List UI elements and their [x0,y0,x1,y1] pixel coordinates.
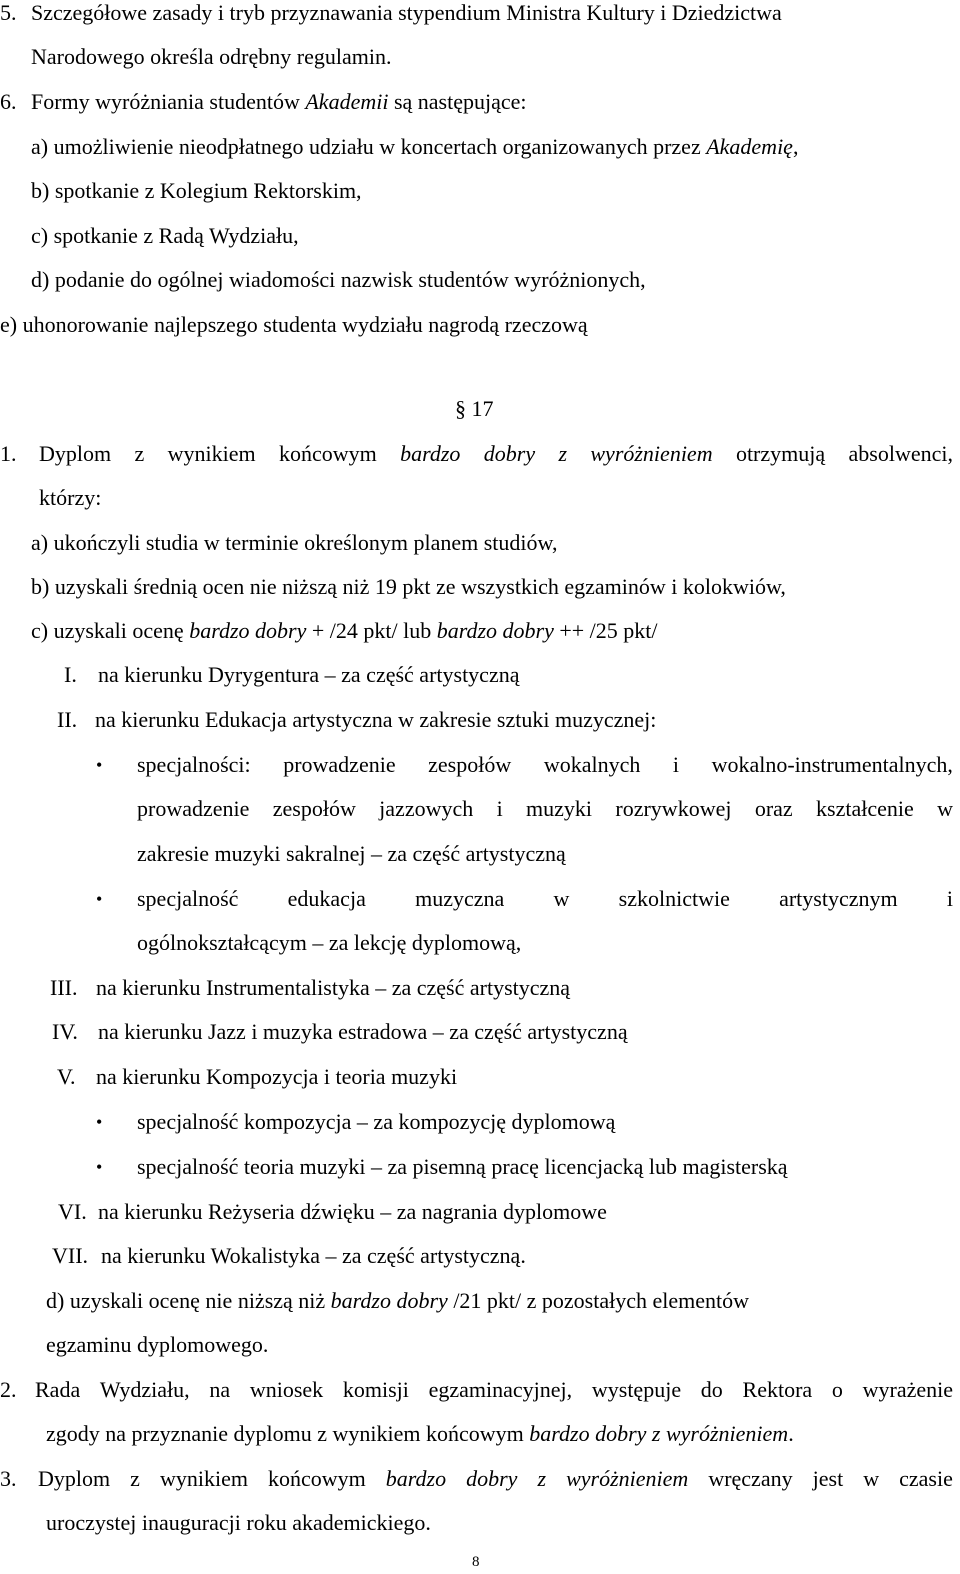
italic-word: bardzo [400,441,461,466]
roman-II-number: II. [57,707,78,732]
roman-VII-text: na kierunku Wokalistyka – za część artystyczną. [101,1243,526,1268]
point-1-line-1 [39,441,953,467]
italic-word: dobry [483,441,536,466]
word: muzyki [526,796,593,821]
word: wokalno-instrumentalnych, [711,752,953,777]
roman-IV-number: IV. [52,1019,78,1044]
bullet-icon: • [96,755,103,775]
paragraph-5-number: 5. [0,0,17,25]
word: specjalność [137,886,239,911]
italic-run: bardzo dobry [436,618,554,643]
word: końcowym [278,441,377,466]
bullet-icon: • [96,889,103,909]
italic-word: z [537,1466,547,1491]
roman-IV-text: na kierunku Jazz i muzyka estradowa – za część artystyczną [98,1019,628,1044]
word: z [134,441,145,466]
point-1-item-a: a) ukończyli studia w terminie określonym planem studiów, [31,530,558,555]
point-1-item-b: b) uzyskali średnią ocen nie niższą niż 19 pkt ze wszystkich egzaminów i kolokwiów, [31,574,786,599]
word: specjalności: [137,752,251,777]
word: z [130,1466,140,1491]
section-number: 17 [471,396,494,421]
roman-II-bullet-2-line-2: ogólnokształcącym – za lekcję dyplomową, [137,930,522,955]
item-a [31,134,798,160]
roman-I-text: na kierunku Dyrygentura – za część artystyczną [98,662,520,687]
word: rozrywkowej [615,796,732,821]
italic-word: dobry [466,1466,518,1491]
word: końcowym [267,1466,366,1491]
italic-word: wyróżnieniem [566,1466,689,1491]
word: absolwenci, [848,441,953,466]
text-run: . [788,1421,794,1446]
roman-V-text: na kierunku Kompozycja i teoria muzyki [96,1064,458,1089]
word: do [700,1377,723,1402]
word: jest [812,1466,844,1491]
word: w [937,796,953,821]
italic-word: bardzo [385,1466,447,1491]
word: jazzowych [379,796,474,821]
italic-run: Akademii [305,89,389,114]
word: komisji [342,1377,409,1402]
word: w [863,1466,880,1491]
word: występuje [591,1377,682,1402]
paragraph-5-line-1: Szczegółowe zasady i tryb przyznawania stypendium Ministra Kultury i Dziedzictwa [31,0,782,25]
word: Dyplom [38,1466,111,1491]
word: czasie [899,1466,953,1491]
word: szkolnictwie [618,886,730,911]
roman-II-bullet-1-line-2 [137,796,953,822]
point-3-line-1 [38,1466,953,1492]
word: oraz [754,796,793,821]
item-b: b) spotkanie z Kolegium Rektorskim, [31,178,362,203]
word: Wydziału, [99,1377,190,1402]
point-1-item-d-line-2: egzaminu dyplomowego. [46,1332,269,1357]
word: na [209,1377,231,1402]
roman-VI-text: na kierunku Reżyseria dźwięku – za nagrania dyplomowe [98,1199,607,1224]
text-run: Formy wyróżniania studentów [31,89,306,114]
italic-word: wyróżnieniem [590,441,713,466]
roman-II-bullet-1-line-3: zakresie muzyki sakralnej – za część artystyczną [137,841,566,866]
text-run: ++ /25 pkt/ [553,618,658,643]
point-3-line-2: uroczystej inauguracji roku akademickiego. [46,1510,431,1535]
word: wniosek [249,1377,324,1402]
point-1-item-d [46,1288,749,1314]
word: wynikiem [159,1466,248,1491]
bullet-icon: • [96,1157,103,1177]
point-2-line-1 [35,1377,953,1403]
word: Rada [35,1377,81,1402]
word: i [672,752,680,777]
word: edukacja [287,886,366,911]
word: zespołów [272,796,356,821]
point-1-item-c [31,618,658,644]
text-run: a) umożliwienie nieodpłatnego udziału w koncertach organizowanych przez [31,134,707,159]
italic-run: Akademię [706,134,793,159]
word: egzaminacyjnej, [428,1377,573,1402]
point-1-number: 1. [0,441,17,466]
text-run: są następujące: [388,89,527,114]
word: prowadzenie [283,752,396,777]
section-symbol: § [455,396,466,421]
text-run: d) uzyskali ocenę nie niższą niż [46,1288,331,1313]
word: zespołów [428,752,512,777]
paragraph-6-line-1 [31,89,527,115]
text-run: , [792,134,799,159]
word: muzyczna [415,886,505,911]
roman-III-text: na kierunku Instrumentalistyka – za część artystyczną [96,975,571,1000]
word: kształcenie [816,796,914,821]
italic-run: bardzo dobry [189,618,307,643]
paragraph-5-line-2: Narodowego określa odrębny regulamin. [31,44,392,69]
word: wręczany [708,1466,793,1491]
roman-VII-number: VII. [52,1243,89,1268]
word: i [496,796,503,821]
word: o [831,1377,843,1402]
word: Dyplom [39,441,112,466]
point-3-number: 3. [0,1466,17,1491]
roman-II-text: na kierunku Edukacja artystyczna w zakresie sztuki muzycznej: [95,707,657,732]
word: wynikiem [167,441,256,466]
text-run: zgody na przyznanie dyplomu z wynikiem końcowym [46,1421,530,1446]
word: prowadzenie [137,796,250,821]
roman-V-number: V. [57,1064,76,1089]
word: artystycznym [779,886,898,911]
item-e: e) uhonorowanie najlepszego studenta wydziału nagrodą rzeczową [0,312,588,337]
italic-run: bardzo dobry [330,1288,448,1313]
item-d: d) podanie do ogólnej wiadomości nazwisk studentów wyróżnionych, [31,267,646,292]
roman-II-bullet-2-line-1 [137,886,953,912]
point-2-number: 2. [0,1377,17,1402]
word: otrzymują [735,441,826,466]
section-heading [455,396,494,422]
item-c: c) spotkanie z Radą Wydziału, [31,223,299,248]
paragraph-6-number: 6. [0,89,17,114]
roman-III-number: III. [50,975,78,1000]
word: wyrażenie [862,1377,953,1402]
word: Rektora [742,1377,813,1402]
word: wokalnych [543,752,641,777]
roman-II-bullet-1-line-1 [137,752,953,778]
page-number: 8 [472,1554,480,1570]
word: i [946,886,953,911]
bullet-icon: • [96,1112,103,1132]
word: w [553,886,570,911]
text-run: + /24 pkt/ lub [306,618,437,643]
point-2-line-2 [46,1421,794,1447]
roman-I-number: I. [64,662,77,687]
point-1-line-2: którzy: [39,485,102,510]
roman-V-bullet-1: specjalność kompozycja – za kompozycję dyplomową [137,1109,616,1134]
text-run: /21 pkt/ z pozostałych elementów [447,1288,750,1313]
roman-VI-number: VI. [58,1199,87,1224]
italic-run: bardzo dobry z wyróżnieniem [529,1421,789,1446]
italic-word: z [558,441,568,466]
text-run: c) uzyskali ocenę [31,618,190,643]
roman-V-bullet-2: specjalność teoria muzyki – za pisemną pracę licencjacką lub magisterską [137,1154,788,1179]
